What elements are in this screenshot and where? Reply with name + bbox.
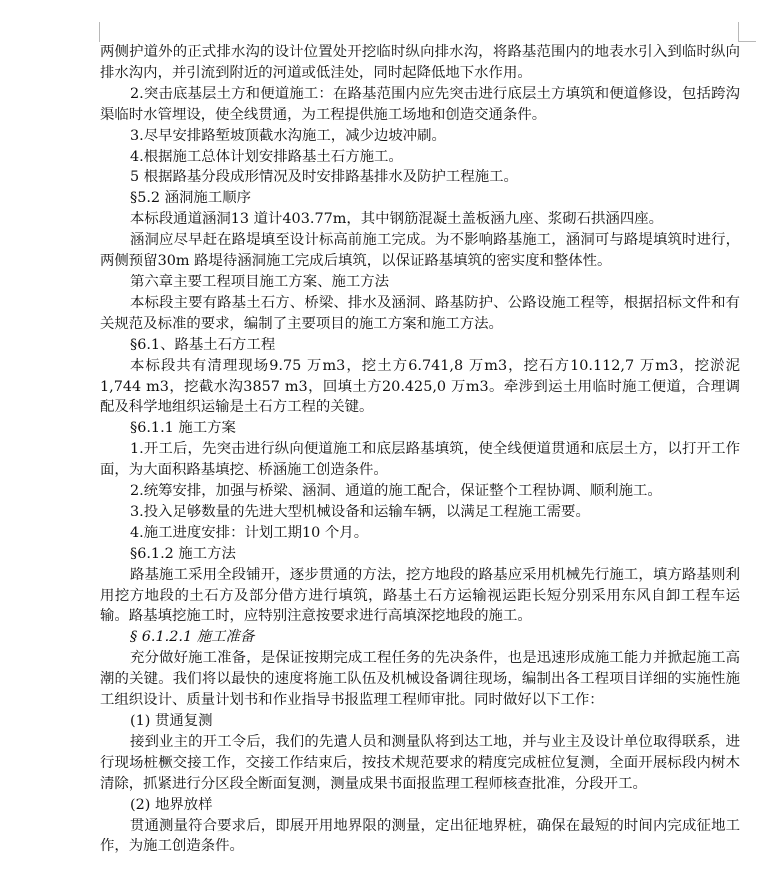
paragraph: 接到业主的开工令后，我们的先遣人员和测量队将到达工地，并与业主及设计单位取得联系，进行现场桩橛交接工作，交接工作结束后，按技术规范要求的精度完成桩位复测，全面开展标段内树木清除，抓紧进行分区段全断面复测，测量成果书面报监理工程师核查批准，分段开工。 (100, 733, 740, 792)
section-heading: §5.2 涵洞施工顺序 (130, 190, 251, 207)
paragraph: 3.投入足够数量的先进大型机械设备和运输车辆，以满足工程施工需要。 (130, 503, 590, 520)
paragraph: 本标段主要有路基土石方、桥梁、排水及涵洞、路基防护、公路设施工程等，根据招标文件和有关规范及标准的要求，编制了主要项目的施工方案和施工方法。 (100, 294, 740, 332)
paragraph: 3.尽早安排路堑坡顶截水沟施工，减少边坡冲刷。 (130, 127, 446, 144)
paragraph: 路基施工采用全段铺开，逐步贯通的方法，挖方地段的路基应采用机械先行施工，填方路基则利用挖方地段的土石方及部分借方进行填筑，路基土石方运输视运距长短分别采用东风自卸工程车运输。路基填挖施工时，应特别注意按要求进行高填深挖地段的施工。 (100, 566, 740, 625)
document-body (100, 42, 740, 857)
paragraph: 本标段共有清理现场9.75 万m3，挖土方6.741,8 万m3，挖石方10.112,7 万m3，挖淤泥1,744 m3，挖截水沟3857 m3，回填土方20.425,0 万m3。牵涉到运土用临时施工便道，合理调配及科学地组织运输是土石方工程的关键。 (100, 357, 740, 416)
paragraph: 5 根据路基分段成形情况及时安排路基排水及防护工程施工。 (130, 169, 518, 186)
margin-corner-mark (738, 41, 756, 42)
sub-heading: (2) 地界放样 (130, 796, 213, 813)
paragraph: 2.统筹安排，加强与桥梁、涵洞、通道的施工配合，保证整个工程协调、顺利施工。 (130, 483, 662, 500)
paragraph: 充分做好施工准备，是保证按期完成工程任务的先决条件，也是迅速形成施工能力并掀起施工高潮的关键。我们将以最快的速度将施工队伍及机械设备调往现场，编制出各工程项目详细的实施性施工组织设计、质量计划书和作业指导书报监理工程师审批。同时做好以下工作： (100, 650, 740, 709)
margin-corner-mark (99, 22, 100, 42)
paragraph: 贯通测量符合要求后，即展开用地界限的测量，定出征地界桩，确保在最短的时间内完成征地工作，为施工创造条件。 (100, 817, 740, 855)
paragraph: 本标段通道涵洞13 道计403.77m，其中钢筋混凝土盖板涵九座、浆砌石拱涵四座。 (130, 211, 663, 228)
sub-heading: (1) 贯通复测 (130, 713, 213, 729)
section-heading: §6.1.2 施工方法 (130, 545, 236, 562)
margin-corner-mark (738, 22, 739, 42)
section-heading: § 6.1.2.1 施工准备 (130, 629, 255, 646)
section-heading: §6.1、路基土石方工程 (130, 336, 276, 353)
paragraph: 1.开工后，先突击进行纵向便道施工和底层路基填筑，使全线便道贯通和底层土方，以打开工作面，为大面积路基填挖、桥涵施工创造条件。 (100, 441, 740, 479)
paragraph: 4.施工进度安排：计划工期10 个月。 (130, 524, 369, 541)
paragraph: 涵洞应尽早赶在路堤填至设计标高前施工完成。为不影响路基施工，涵洞可与路堤填筑时进行，两侧预留30m 路堤待涵洞施工完成后填筑，以保证路基填筑的密实度和整体性。 (100, 232, 740, 270)
paragraph: 两侧护道外的正式排水沟的设计位置处开挖临时纵向排水沟，将路基范围内的地表水引入到临时纵向排水沟内，并引流到附近的河道或低洼处，同时起降低地下水作用。 (100, 44, 740, 81)
paragraph: 4.根据施工总体计划安排路基土石方施工。 (130, 148, 403, 165)
paragraph: 2.突击底基层土方和便道施工：在路基范围内应先突击进行底层土方填筑和便道修设，包括跨沟渠临时水管埋设，使全线贯通，为工程提供施工场地和创造交通条件。 (100, 85, 740, 123)
section-heading: §6.1.1 施工方案 (130, 420, 236, 437)
chapter-heading: 第六章主要工程项目施工方案、施工方法 (130, 273, 390, 290)
